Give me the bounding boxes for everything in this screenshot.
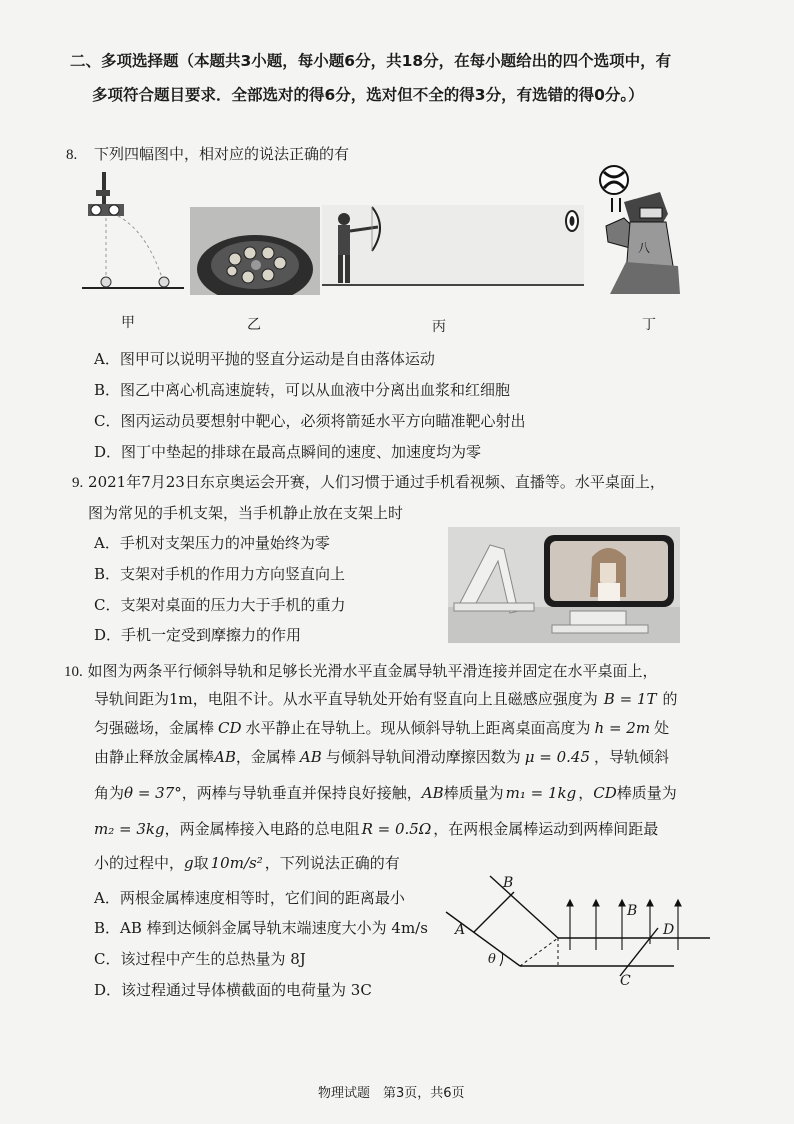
q10-text-4e: 与倾斜导轨间滑动摩擦因数为 <box>325 748 521 766</box>
q10-text-3a: 匀强磁场，金属棒 <box>94 719 215 737</box>
figure-ding <box>590 162 680 296</box>
q10-math-m2: m₂ = 3kg <box>94 820 165 838</box>
q9-stem-text1: 2021年7月23日东京奥运会开赛，人们习惯于通过手机看视频、直播等。水平桌面上， <box>88 473 665 491</box>
q10-text-7c: 取 <box>193 854 209 872</box>
q10-math-ab-2: AB <box>299 748 322 766</box>
q10-text-4c: ，金属棒 <box>235 748 296 766</box>
figure-yi <box>190 207 320 295</box>
label-b-field: B <box>627 903 638 919</box>
q10-text-7a: 小的过程中， <box>94 854 185 872</box>
q10-math-theta: θ = 37° <box>124 784 182 802</box>
q8-option-c: C．图丙运动员要想射中靶心，必须将箭延水平方向瞄准靶心射出 <box>94 412 526 430</box>
q9-option-b: B．支架对手机的作用力方向竖直向上 <box>94 565 346 583</box>
q10-text-2c: 的 <box>662 690 678 708</box>
q10-text-5c: ，两棒与导轨垂直并保持良好接触， <box>181 784 422 802</box>
q8-option-b: B．图乙中离心机高速旋转，可以从血液中分离出血浆和红细胞 <box>94 381 511 399</box>
section-heading-line1: 二、多项选择题（本题共3小题，每小题6分，共18分，在每小题给出的四个选项中，有 <box>70 52 672 70</box>
q10-line6 <box>94 818 658 839</box>
q10-line1 <box>64 660 658 681</box>
q10-text-5a: 角为 <box>94 784 125 802</box>
q10-text-4a: 由静止释放金属棒 <box>94 748 215 766</box>
label-c-rod: C <box>620 973 631 989</box>
q10-math-b: B = 1T <box>603 690 657 708</box>
q10-math-h: h = 2m <box>594 719 651 737</box>
q10-math-ab-1: AB <box>214 748 236 766</box>
q10-math-g-value: 10m/s² <box>210 854 263 872</box>
label-b-rod: B <box>503 875 514 891</box>
q9-option-d: D．手机一定受到摩擦力的作用 <box>94 626 302 644</box>
caption-ding: 丁 <box>642 317 656 333</box>
q10-text-4g: ，导轨倾斜 <box>594 748 670 766</box>
label-a-rod: A <box>455 922 466 938</box>
caption-jia: 甲 <box>121 315 135 331</box>
q10-math-mu: μ = 0.45 <box>524 748 591 766</box>
q10-line5 <box>94 782 677 803</box>
q10-text-1: 如图为两条平行倾斜导轨和足够长光滑水平直金属导轨平滑连接并固定在水平桌面上， <box>87 662 658 680</box>
q9-stem-line2: 图为常见的手机支架，当手机静止放在支架上时 <box>88 504 404 522</box>
page-footer: 物理试题 第3页，共6页 <box>318 1086 465 1101</box>
q8-option-d: D．图丁中垫起的排球在最高点瞬间的速度、加速度均为零 <box>94 443 482 461</box>
q9-stem-line1 <box>72 471 665 492</box>
q9-number: 9. <box>72 475 84 491</box>
q10-text-5i: 棒质量为 <box>616 784 677 802</box>
q9-option-a: A．手机对支架压力的冲量始终为零 <box>94 534 330 552</box>
section-heading-line2: 多项符合题目要求．全部选对的得6分，选对但不全的得3分，有选错的得0分。） <box>92 86 644 104</box>
q10-text-3e: 处 <box>654 719 670 737</box>
q8-stem <box>66 143 349 164</box>
q10-line4 <box>94 746 669 767</box>
q9-option-c: C．支架对桌面的压力大于手机的重力 <box>94 596 346 614</box>
q10-line3 <box>94 717 669 738</box>
q10-math-cd-2: CD <box>593 784 617 802</box>
q10-option-b: B．AB 棒到达倾斜金属导轨末端速度大小为 4m/s <box>94 919 428 937</box>
q10-math-m1: m₁ = 1kg <box>505 784 577 802</box>
q10-math-r: R = 0.5Ω <box>361 820 432 838</box>
label-d-rod: D <box>663 922 675 938</box>
q10-text-2a: 导轨间距为1m，电阻不计。从水平直导轨处开始有竖直向上且磁感应强度为 <box>94 690 598 708</box>
q10-text-6b: ，两金属棒接入电路的总电阻 <box>164 820 360 838</box>
section-heading <box>70 44 750 112</box>
label-theta: θ <box>488 952 496 967</box>
q10-text-3c: 水平静止在导轨上。现从倾斜导轨上距离桌面高度为 <box>245 719 591 737</box>
q8-option-a: A．图甲可以说明平抛的竖直分运动是自由落体运动 <box>94 350 435 368</box>
q8-stem-text: 下列四幅图中，相对应的说法正确的有 <box>94 145 350 163</box>
figure-jia <box>78 172 188 294</box>
q10-text-6d: ，在两根金属棒运动到两棒间距最 <box>433 820 659 838</box>
caption-bing: 丙 <box>432 319 446 335</box>
figure-bing <box>322 205 584 295</box>
q10-line7 <box>94 852 400 873</box>
q10-text-5g: ， <box>578 784 594 802</box>
q10-option-c: C．该过程中产生的总热量为 8J <box>94 950 306 968</box>
q10-math-g: g <box>184 854 194 872</box>
q10-text-7e: ，下列说法正确的有 <box>264 854 400 872</box>
q10-math-ab-3: AB <box>421 784 444 802</box>
q10-number: 10. <box>64 664 83 680</box>
q8-number: 8. <box>66 147 78 163</box>
caption-yi: 乙 <box>247 317 261 333</box>
q10-option-d: D．该过程通过导体横截面的电荷量为 3C <box>94 981 372 999</box>
q10-text-5e: 棒质量为 <box>443 784 504 802</box>
figure-phone-stand <box>448 527 680 643</box>
q10-math-cd: CD <box>218 719 242 737</box>
q10-option-a: A．两根金属棒速度相等时，它们间的距离最小 <box>94 889 405 907</box>
q10-line2 <box>94 688 677 709</box>
svg-text:八: 八 <box>638 241 651 255</box>
